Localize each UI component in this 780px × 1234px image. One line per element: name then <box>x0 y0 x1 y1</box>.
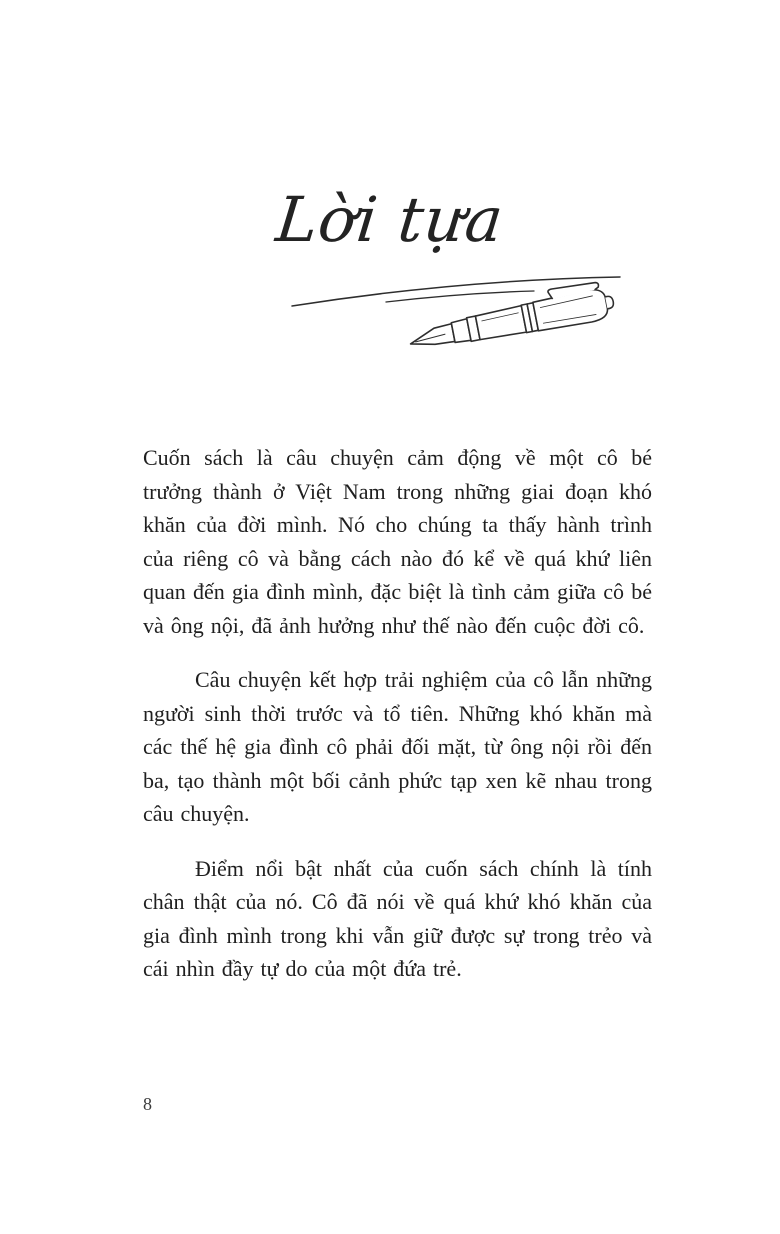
paragraph-2: Câu chuyện kết hợp trải nghiệm của cô lẫn những người sinh thời trước và tổ tiên. Những khó khăn mà các thế hệ gia đình cô phải đối mặt, từ ông nội rồi đến ba, tạo thành một bối cảnh phức tạp xen kẽ nhau trong câu chuyện. <box>143 667 652 826</box>
paragraph-3: Điểm nổi bật nhất của cuốn sách chính là tính chân thật của nó. Cô đã nói về quá khứ khó khăn của gia đình mình trong khi vẫn giữ được sự trong trẻo và cái nhìn đầy tự do của một đứa trẻ. <box>143 855 652 981</box>
preface-text-block <box>143 441 652 1007</box>
chapter-title: Lời tựa <box>272 183 508 256</box>
swash-line-short <box>386 291 534 302</box>
page-number: 8 <box>143 1094 152 1114</box>
fountain-pen-icon <box>278 268 630 368</box>
fountain-pen-body <box>405 278 616 357</box>
paragraph-1: Cuốn sách là câu chuyện cảm động về một cô bé trưởng thành ở Việt Nam trong những giai đoạn khó khăn của đời mình. Nó cho chúng ta thấy hành trình của riêng cô và bằng cách nào đó kể về quá khứ liên quan đến gia đình mình, đặc biệt là tình cảm giữa cô bé và ông nội, đã ảnh hưởng như thế nào đến cuộc đời cô. <box>143 445 652 638</box>
